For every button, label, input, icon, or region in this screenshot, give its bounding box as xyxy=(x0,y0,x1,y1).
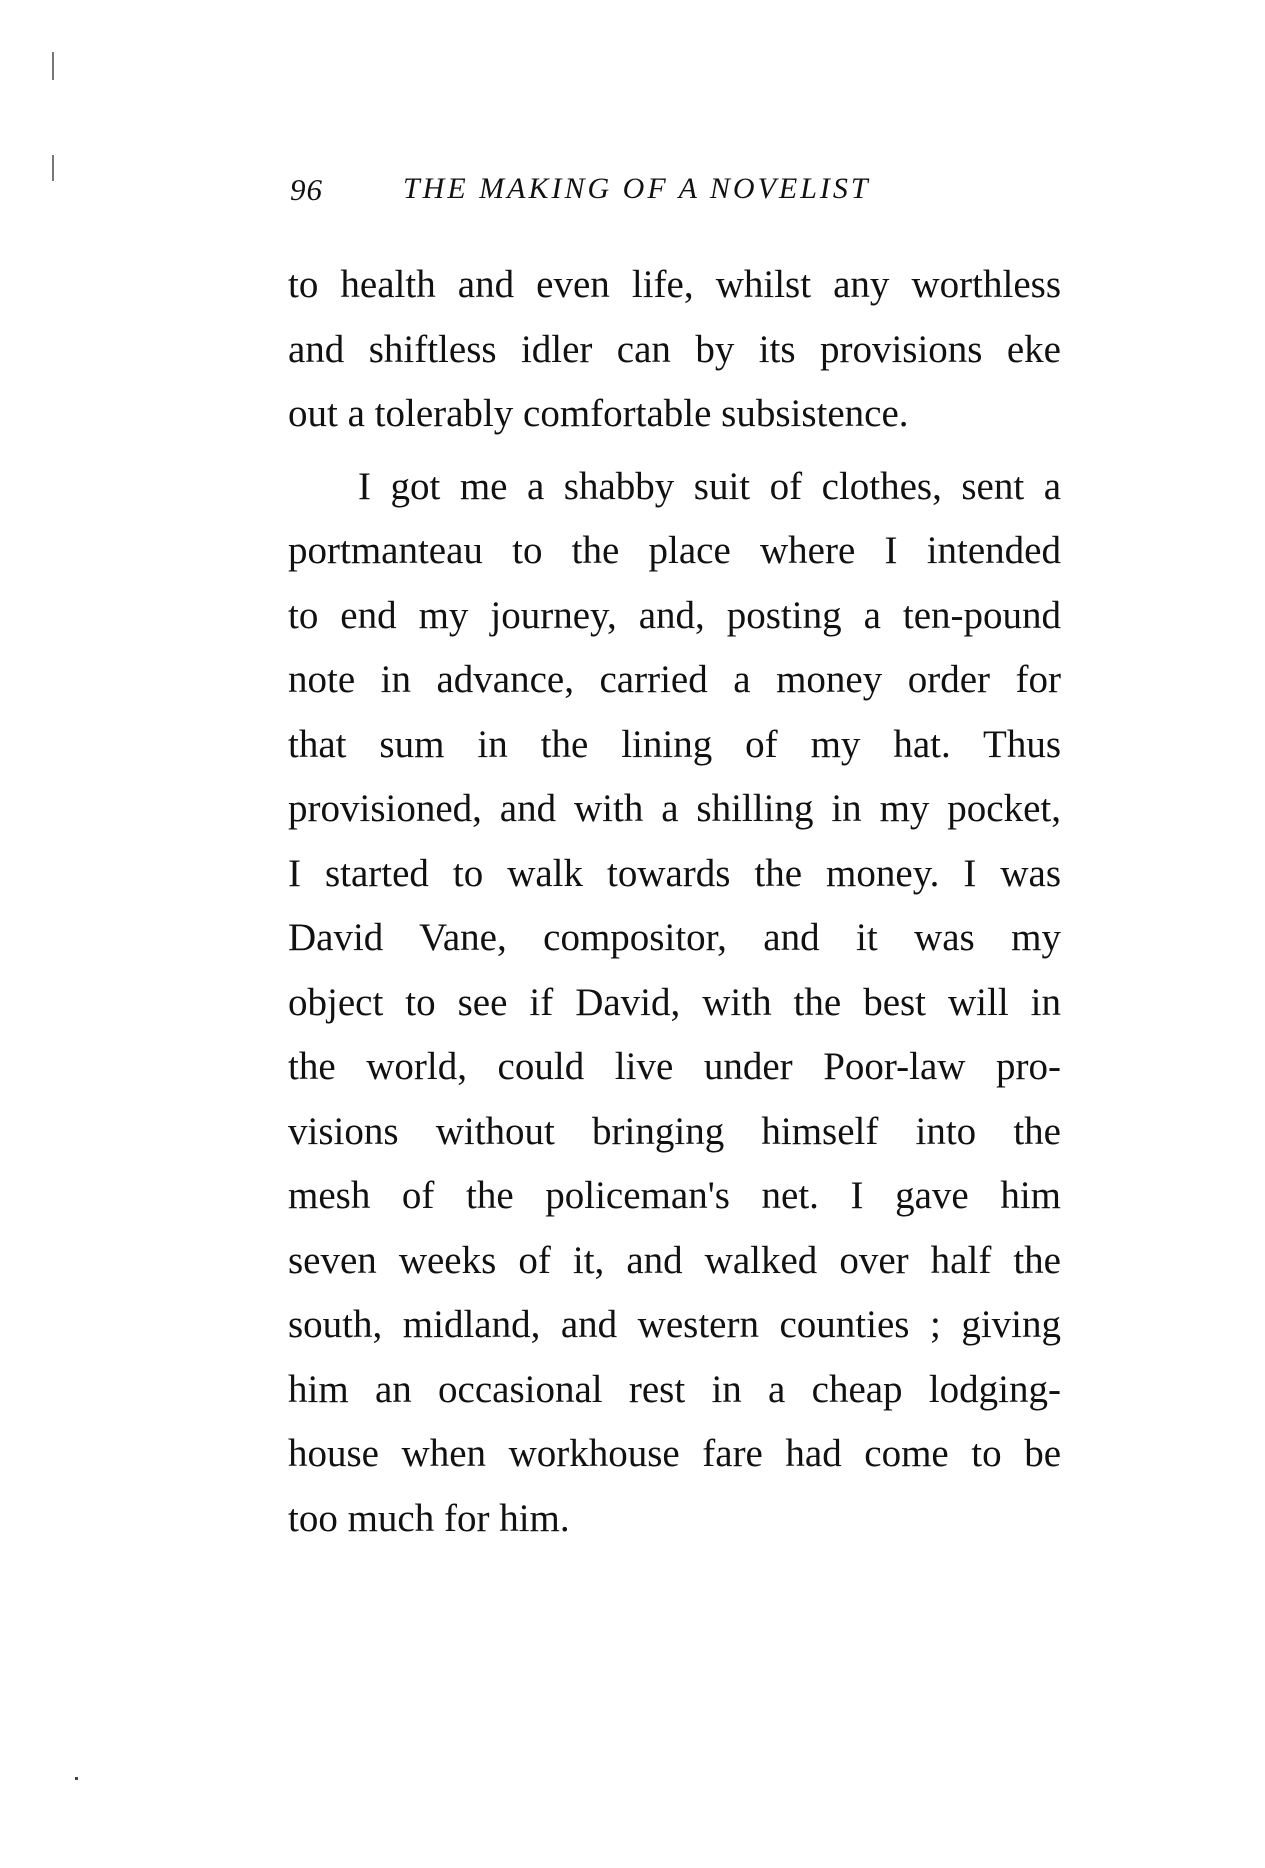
body-text xyxy=(288,253,1061,1551)
text-line: that sum in the lining of my hat. Thus xyxy=(288,722,1061,766)
text-line: I started to walk towards the money. I was xyxy=(288,851,1061,895)
text-line: note in advance, carried a money order for xyxy=(288,658,1061,701)
text-line: him an occasional rest in a cheap lodging- xyxy=(288,1367,1061,1411)
scan-margin-mark xyxy=(52,52,54,80)
text-line: mesh of the policeman's net. I gave him xyxy=(288,1174,1061,1217)
text-line: and shiftless idler can by its provisions eke xyxy=(288,327,1061,371)
scan-margin-mark xyxy=(52,155,54,181)
text-line: seven weeks of it, and walked over half the xyxy=(288,1238,1061,1282)
text-line: I got me a shabby suit of clothes, sent a xyxy=(358,464,1061,508)
text-line: provisioned, and with a shilling in my pocket, xyxy=(288,787,1061,830)
text-line: out a tolerably comfortable subsistence. xyxy=(288,392,909,435)
text-line: to health and even life, whilst any worthless xyxy=(288,263,1061,306)
text-line: the world, could live under Poor-law pro- xyxy=(288,1045,1061,1088)
paragraph xyxy=(288,455,1061,1552)
running-header xyxy=(290,172,1060,212)
text-line: object to see if David, with the best will in xyxy=(288,980,1061,1024)
scan-speck xyxy=(75,1777,78,1780)
running-title: THE MAKING OF A NOVELIST xyxy=(403,172,871,205)
text-line: visions without bringing himself into the xyxy=(288,1109,1061,1153)
text-line: portmanteau to the place where I intended xyxy=(288,529,1061,572)
text-line: south, midland, and western counties ; giving xyxy=(288,1303,1061,1346)
paragraph xyxy=(288,253,1061,447)
text-line: to end my journey, and, posting a ten-pound xyxy=(288,593,1061,637)
page-number: 96 xyxy=(290,172,323,207)
text-line: house when workhouse fare had come to be xyxy=(288,1432,1061,1475)
text-line: David Vane, compositor, and it was my xyxy=(288,916,1061,959)
text-line: too much for him. xyxy=(288,1496,570,1540)
